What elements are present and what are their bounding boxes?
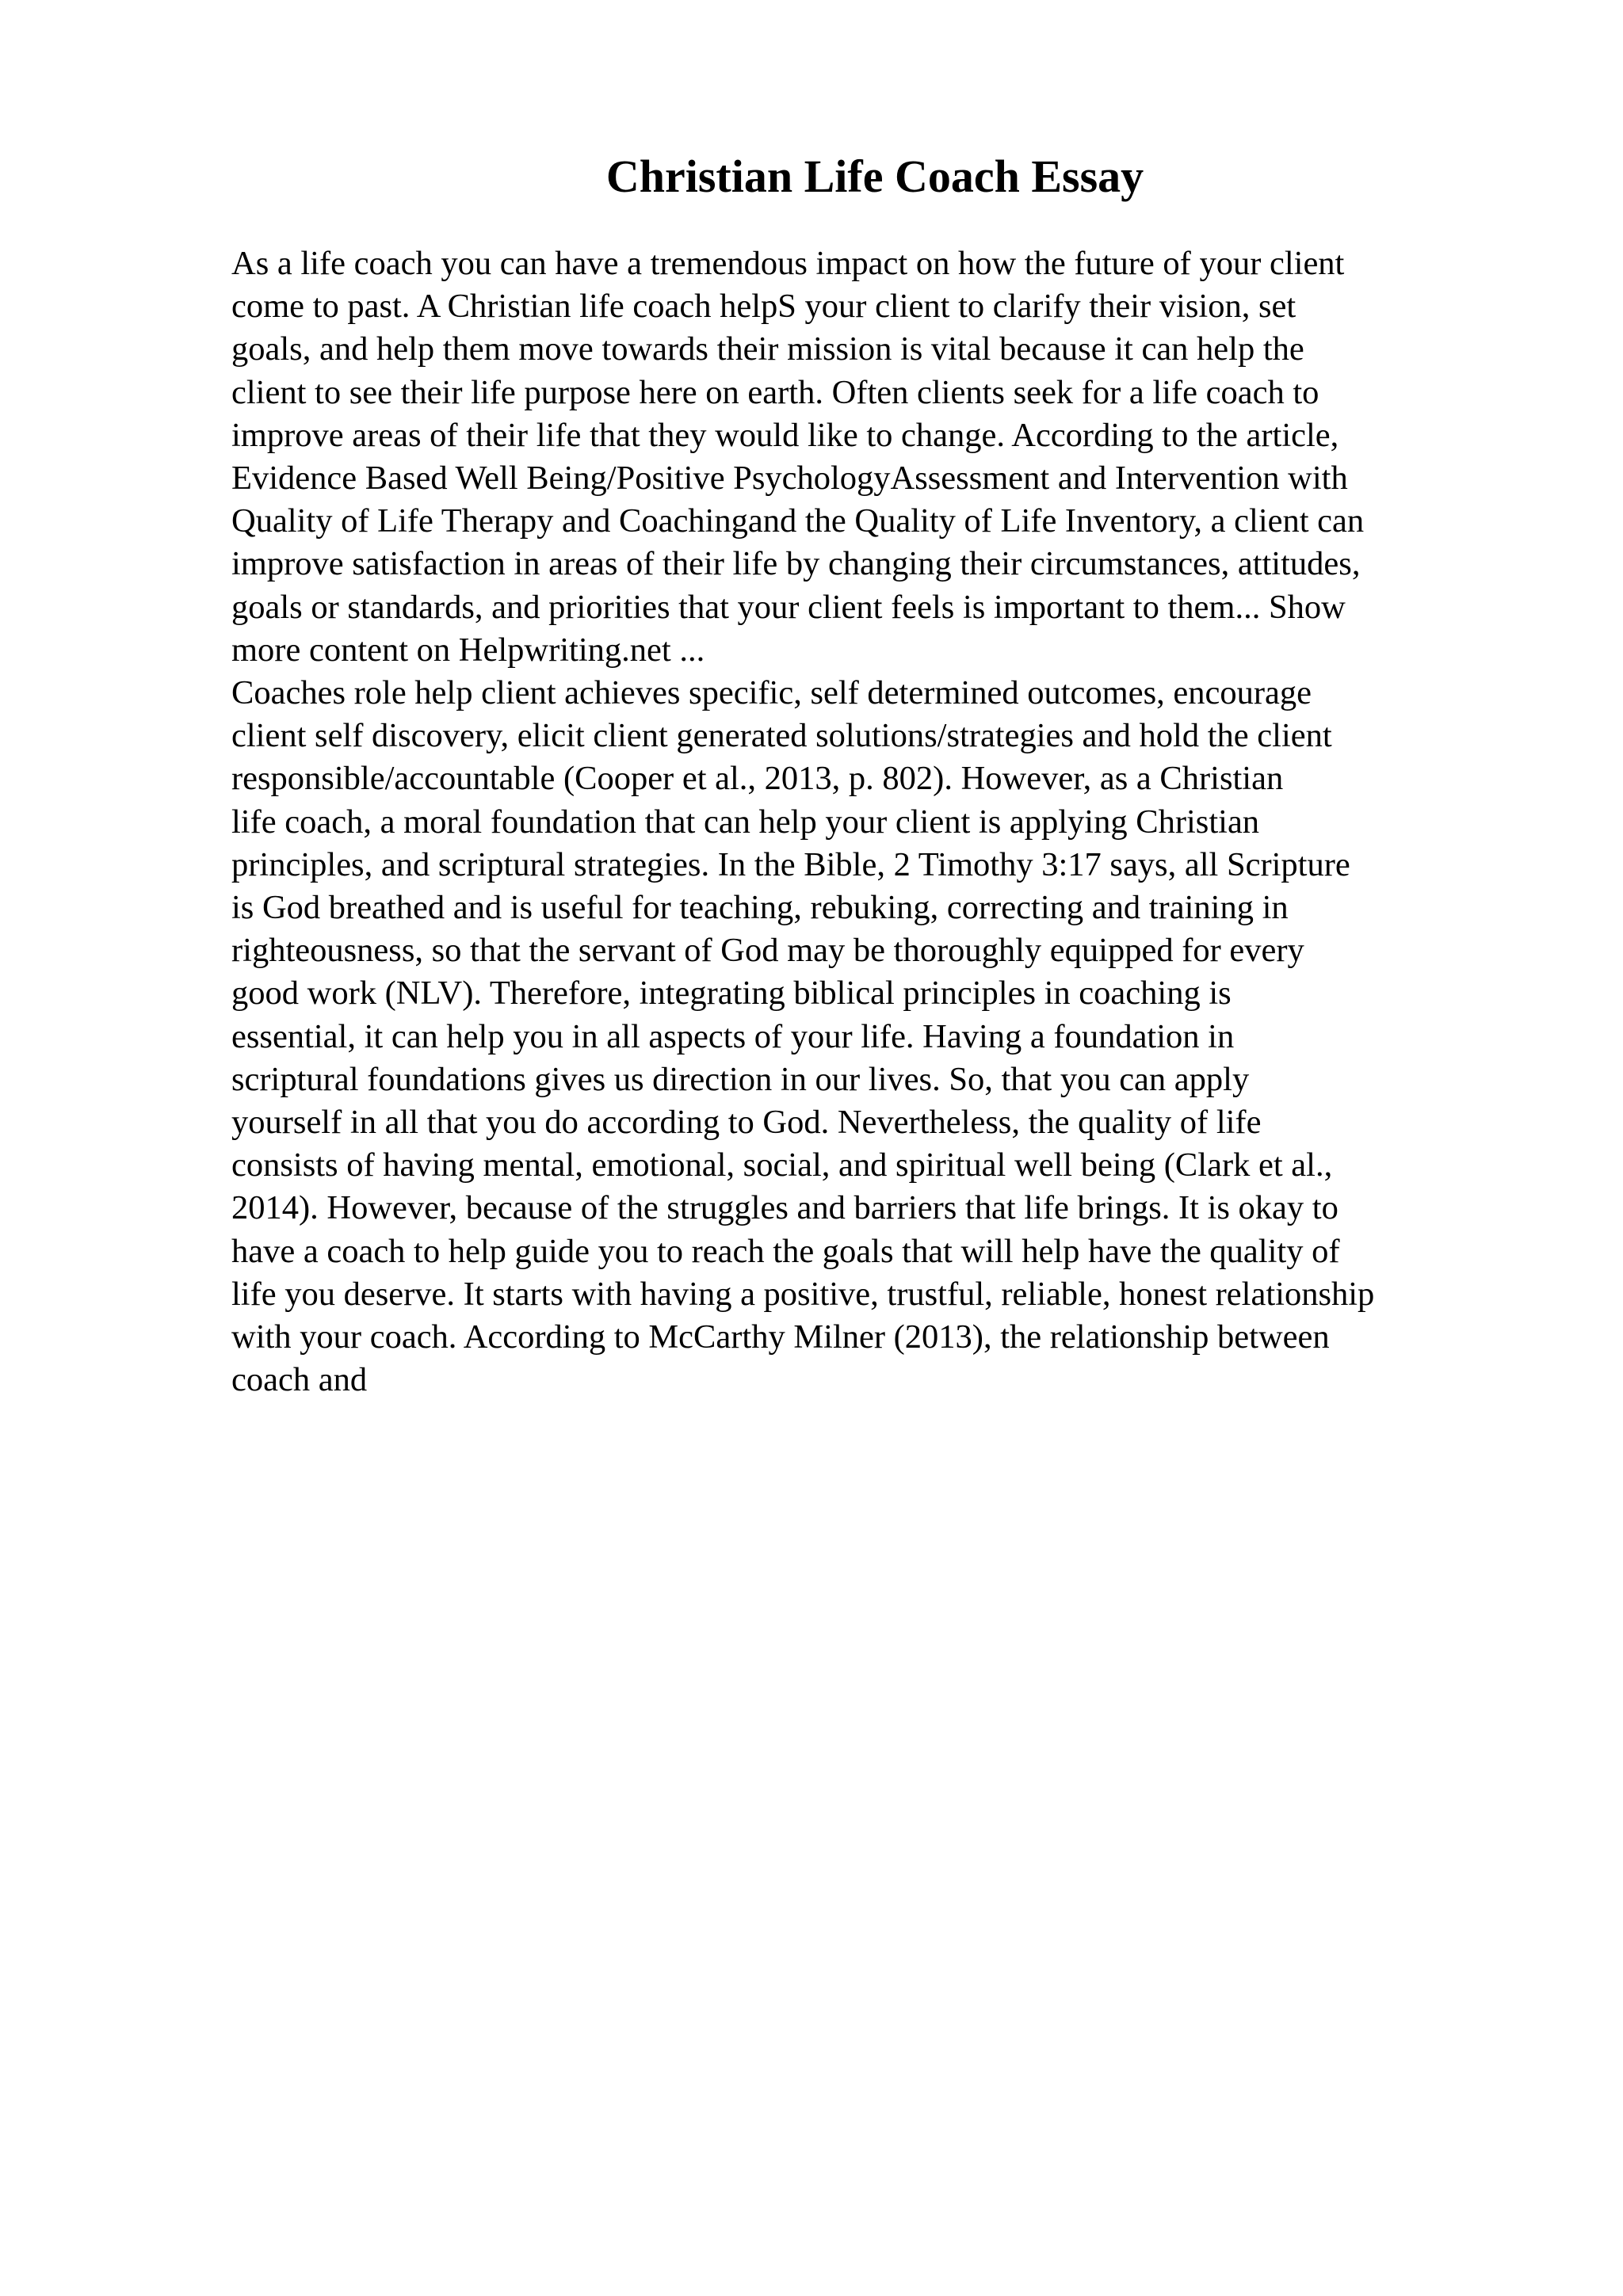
text-line: yourself in all that you do according to God. Nevertheless, the quality of life [231, 1104, 1262, 1142]
text-line: goals, and help them move towards their mission is vital because it can help the [231, 330, 1304, 368]
text-line: coach and [231, 1361, 368, 1399]
text-line: come to past. A Christian life coach helpS your client to clarify their vision, set [231, 288, 1296, 326]
text-line: improve satisfaction in areas of their life by changing their circumstances, attitudes, [231, 545, 1361, 583]
text-line: have a coach to help guide you to reach the goals that will help have the quality of [231, 1232, 1340, 1270]
essay-body [231, 242, 1515, 1402]
text-line: goals or standards, and priorities that your client feels is important to them... Show [231, 588, 1346, 626]
text-line: responsible/accountable (Cooper et al., 2013, p. 802). However, as a Christian [231, 760, 1284, 798]
text-line: As a life coach you can have a tremendous impact on how the future of your client [231, 245, 1345, 282]
text-line: more content on Helpwriting.net ... [231, 631, 705, 669]
text-line: improve areas of their life that they would like to change. According to the article, [231, 416, 1339, 454]
text-line: life coach, a moral foundation that can help your client is applying Christian [231, 803, 1260, 841]
text-line: principles, and scriptural strategies. In the Bible, 2 Timothy 3:17 says, all Scripture [231, 845, 1350, 883]
document-title: Christian Life Coach Essay [605, 151, 1144, 202]
text-line: scriptural foundations gives us direction in our lives. So, that you can apply [231, 1060, 1250, 1098]
text-line: righteousness, so that the servant of God may be thoroughly equipped for every [231, 932, 1304, 970]
text-line: 2014). However, because of the struggles and barriers that life brings. It is okay to [231, 1189, 1338, 1227]
text-line: with your coach. According to McCarthy Milner (2013), the relationship between [231, 1318, 1330, 1356]
text-line: essential, it can help you in all aspects of your life. Having a foundation in [231, 1017, 1235, 1055]
text-line: Evidence Based Well Being/Positive PsychologyAssessment and Intervention with [231, 460, 1348, 498]
text-line: consists of having mental, emotional, social, and spiritual well being (Clark et al., [231, 1146, 1333, 1184]
text-line: Coaches role help client achieves specific, self determined outcomes, encourage [231, 674, 1312, 712]
text-line: client self discovery, elicit client generated solutions/strategies and hold the client [231, 717, 1332, 755]
text-line: Quality of Life Therapy and Coachingand the Quality of Life Inventory, a client can [231, 502, 1365, 540]
text-line: is God breathed and is useful for teaching, rebuking, correcting and training in [231, 889, 1289, 927]
text-line: good work (NLV). Therefore, integrating biblical principles in coaching is [231, 974, 1232, 1013]
text-line: client to see their life purpose here on earth. Often clients seek for a life coach to [231, 373, 1319, 411]
text-line: life you deserve. It starts with having a positive, trustful, reliable, honest relationship [231, 1275, 1375, 1313]
